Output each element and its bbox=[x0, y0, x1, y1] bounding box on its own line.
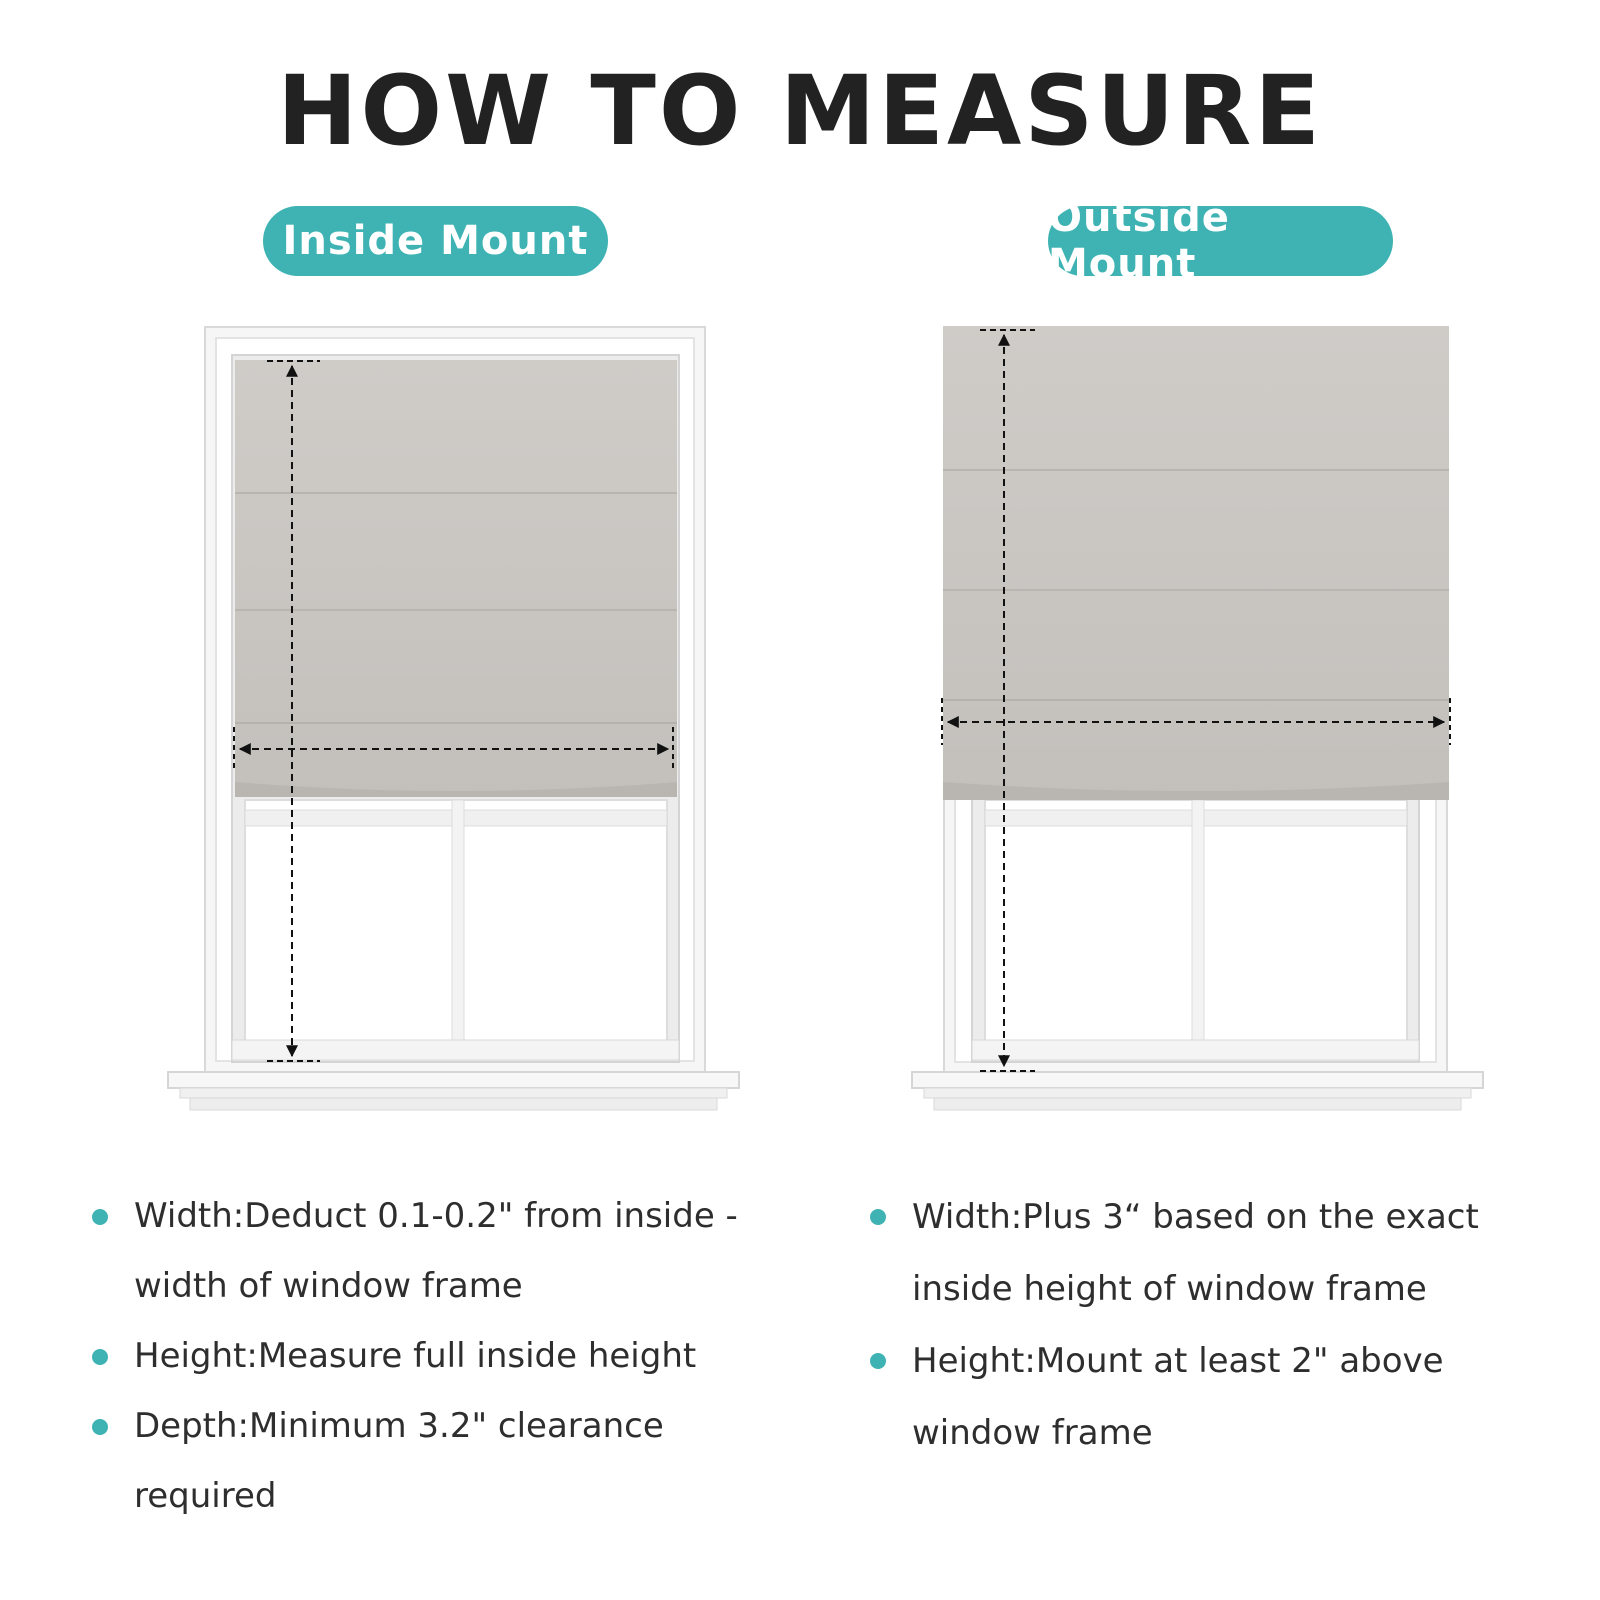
roman-shade bbox=[943, 326, 1449, 800]
bullet-dot bbox=[870, 1209, 886, 1225]
inside-mount-label: Inside Mount bbox=[263, 206, 608, 276]
window-muntin bbox=[452, 800, 464, 1050]
list-item: Height:Measure full inside height bbox=[134, 1321, 794, 1391]
list-item: Depth:Minimum 3.2" clearance required bbox=[134, 1391, 794, 1531]
outside-mount-label: Outside Mount bbox=[1048, 206, 1393, 276]
outside-mount-notes bbox=[912, 1181, 1552, 1469]
roman-shade bbox=[235, 360, 677, 797]
inside-mount-window bbox=[168, 327, 739, 1110]
bullet-dot bbox=[92, 1349, 108, 1365]
window-sill bbox=[912, 1072, 1483, 1088]
list-item: Width:Plus 3“ based on the exact inside height of window frame bbox=[912, 1181, 1552, 1325]
page-title: HOW TO MEASURE bbox=[277, 55, 1323, 167]
window-muntin bbox=[1192, 800, 1204, 1050]
window-sill bbox=[168, 1072, 739, 1088]
bullet-dot bbox=[870, 1353, 886, 1369]
list-item: Height:Mount at least 2" above window frame bbox=[912, 1325, 1552, 1469]
outside-mount-window bbox=[912, 326, 1483, 1110]
bullet-dot bbox=[92, 1209, 108, 1225]
bullet-dot bbox=[92, 1419, 108, 1435]
inside-mount-notes bbox=[134, 1181, 794, 1531]
list-item: Width:Deduct 0.1-0.2" from inside - width of window frame bbox=[134, 1181, 794, 1321]
